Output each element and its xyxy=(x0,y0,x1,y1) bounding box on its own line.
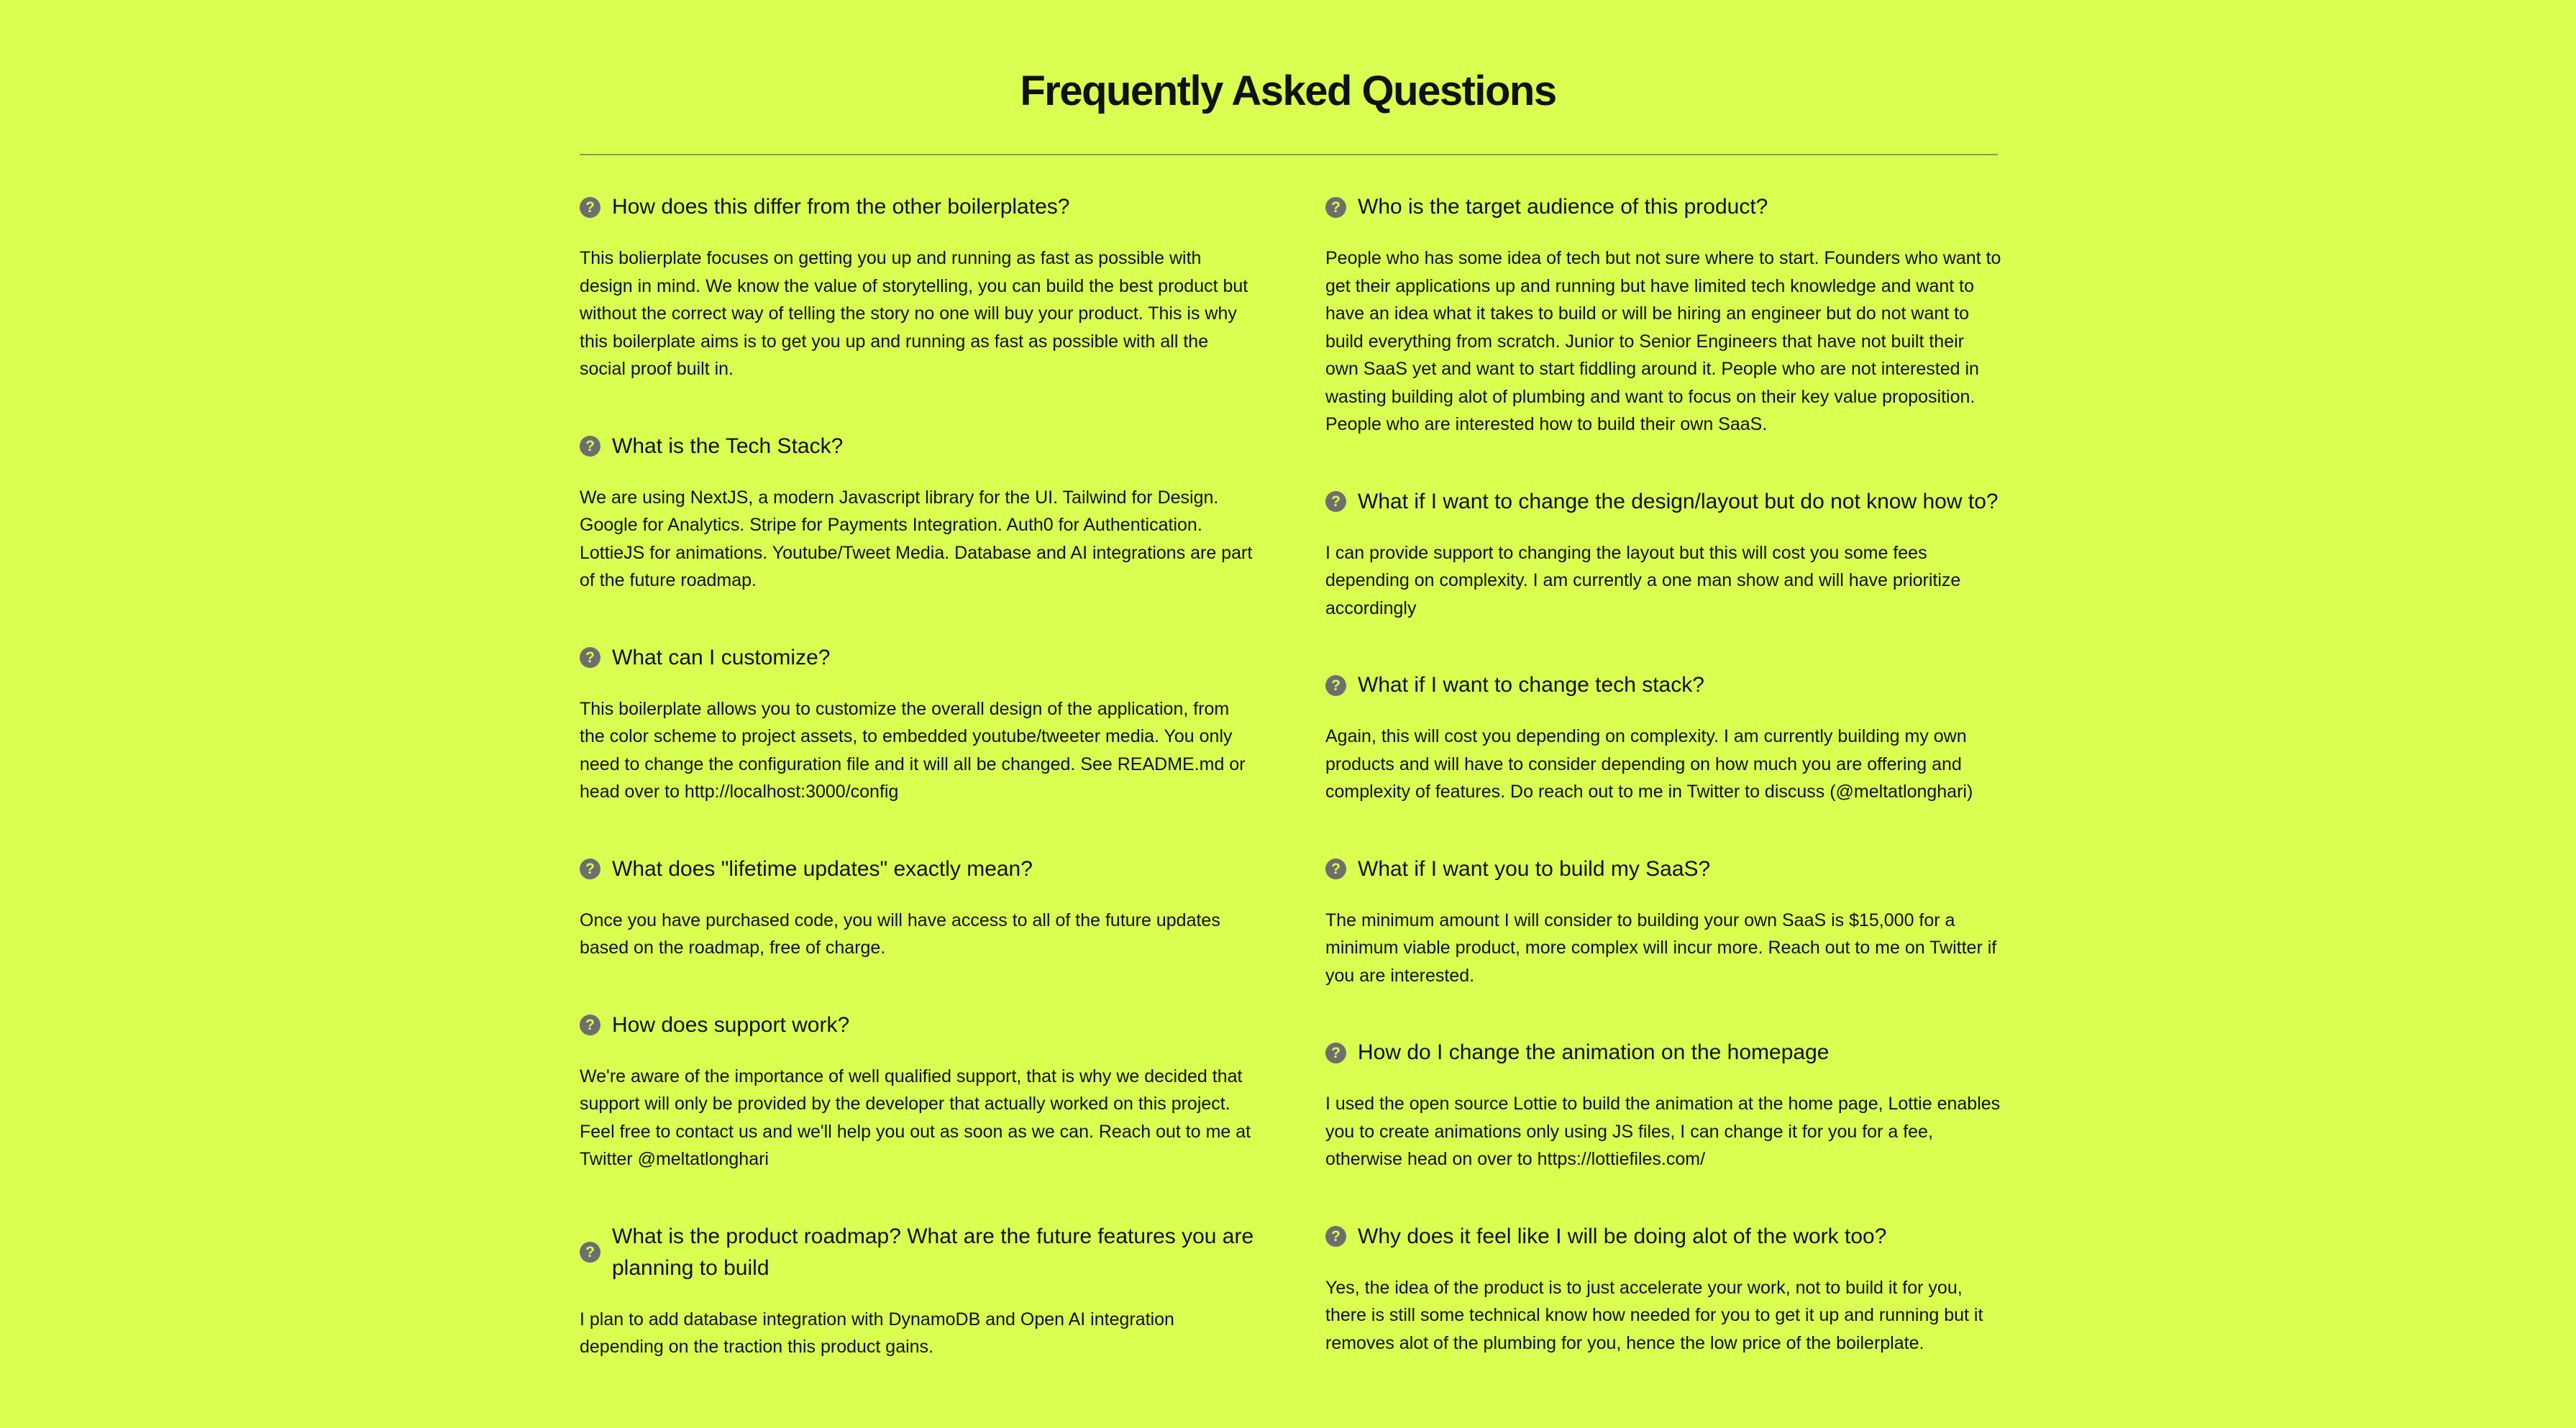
faq-answer: I used the open source Lottie to build the animation at the home page, Lottie enables you to create animations only using JS files, I can change it for you for a fee, otherwise head on over to https://lottiefiles.com/ xyxy=(1325,1094,2001,1169)
page-title: Frequently Asked Questions xyxy=(1020,68,1556,114)
faq-answer: This boilerplate allows you to customize the overall design of the application, from the color scheme to project assets, to embedded youtube/tweeter media. You only need to change the configuration file and it will all be changed. See README.md or head over to http://localhost:3000/config xyxy=(580,698,1246,802)
faq-question-text: What is the Tech Stack? xyxy=(612,434,844,458)
question-mark-icon: ? xyxy=(580,1242,600,1263)
title-divider xyxy=(580,154,1998,155)
faq-question xyxy=(1325,1221,2001,1253)
faq-question xyxy=(1325,669,2001,701)
question-mark-icon: ? xyxy=(1325,1043,1346,1063)
faq-item xyxy=(580,191,1256,383)
question-mark-icon: ? xyxy=(580,1015,600,1035)
question-mark-icon: ? xyxy=(1325,197,1346,218)
question-mark-icon: ? xyxy=(580,647,600,668)
faq-question-text: How do I change the animation on the homepage xyxy=(1358,1040,1830,1064)
faq-question-text: How does support work? xyxy=(612,1012,850,1037)
faq-question-text: What if I want to change the design/layout but do not know how to? xyxy=(1358,489,1999,513)
faq-answer: People who has some idea of tech but not sure where to start. Founders who want to get their applications up and running but have limited tech knowledge and want to have an idea what it takes to build or will be hiring an engineer but do not want to build everything from scratch. Junior to Senior Engineers that have not built their own SaaS yet and want to start fiddling around it. People who are not interested in wasting building alot of plumbing and want to focus on their key value proposition. People who are interested how to build their own SaaS. xyxy=(1325,248,2001,434)
question-mark-icon: ? xyxy=(1325,859,1346,879)
faq-question-text: What is the product roadmap? What are the future features you are planning to build xyxy=(612,1224,1254,1280)
faq-question xyxy=(580,642,1256,674)
faq-column-left xyxy=(580,191,1256,1409)
question-mark-icon: ? xyxy=(580,197,600,218)
faq-question xyxy=(580,1221,1256,1284)
faq-question-text: What if I want to change tech stack? xyxy=(1358,673,1704,697)
faq-question-text: What if I want you to build my SaaS? xyxy=(1358,856,1711,881)
faq-question-text: What can I customize? xyxy=(612,645,831,669)
faq-item xyxy=(1325,669,2001,806)
faq-question-text: Who is the target audience of this product? xyxy=(1358,195,1768,219)
faq-question xyxy=(580,431,1256,462)
faq-item xyxy=(1325,486,2001,623)
faq-item xyxy=(580,1010,1256,1173)
faq-item xyxy=(580,1221,1256,1361)
question-mark-icon: ? xyxy=(580,859,600,879)
faq-question xyxy=(580,853,1256,885)
faq-question xyxy=(1325,1037,2001,1068)
faq-question xyxy=(1325,191,2001,223)
faq-question xyxy=(580,1010,1256,1041)
faq-item xyxy=(1325,853,2001,990)
faq-question xyxy=(580,191,1256,223)
faq-question-text: What does "lifetime updates" exactly mean? xyxy=(612,856,1033,881)
faq-answer: I can provide support to changing the layout but this will cost you some fees depending on complexity. I am currently a one man show and will have prioritize accordingly xyxy=(1325,542,1961,618)
faq-answer: Again, this will cost you depending on complexity. I am currently building my own products and will have to consider depending on how much you are offering and complexity of features. Do reach out to me in Twitter to discuss (@meltatlonghari) xyxy=(1325,726,1973,802)
faq-answer: We are using NextJS, a modern Javascript library for the UI. Tailwind for Design. Google for Analytics. Stripe for Payments Integration. Auth0 for Authentication. LottieJS for animations. Youtube/Tweet Media. Database and AI integrations are part of the future roadmap. xyxy=(580,487,1253,590)
faq-question xyxy=(1325,486,2001,518)
faq-question-text: Why does it feel like I will be doing alot of the work too? xyxy=(1358,1224,1887,1248)
faq-question-text: How does this differ from the other boilerplates? xyxy=(612,195,1070,219)
faq-answer: We're aware of the importance of well qualified support, that is why we decided that support will only be provided by the developer that actually worked on this project. Feel free to contact us and we'll help you out as soon as we can. Reach out to me at Twitter @meltatlonghari xyxy=(580,1066,1251,1169)
faq-item xyxy=(1325,1037,2001,1173)
question-mark-icon: ? xyxy=(1325,675,1346,696)
faq-item xyxy=(580,853,1256,962)
faq-answer: Once you have purchased code, you will have access to all of the future updates based on the roadmap, free of charge. xyxy=(580,910,1220,958)
faq-answer: I plan to add database integration with DynamoDB and Open AI integration depending on the traction this product gains. xyxy=(580,1309,1174,1357)
faq-item xyxy=(1325,1221,2001,1358)
faq-answer: Yes, the idea of the product is to just accelerate your work, not to build it for you, there is still some technical know how needed for you to get it up and running but it removes alot of the plumbing for you, hence the low price of the boilerplate. xyxy=(1325,1277,1983,1353)
question-mark-icon: ? xyxy=(1325,491,1346,512)
faq-column-right xyxy=(1325,191,2001,1404)
faq-item xyxy=(580,431,1256,595)
faq-answer: The minimum amount I will consider to building your own SaaS is $15,000 for a minimum viable product, more complex will incur more. Reach out to me on Twitter if you are interested. xyxy=(1325,910,1997,986)
faq-answer: This bolierplate focuses on getting you up and running as fast as possible with design in mind. We know the value of storytelling, you can build the best product but without the correct way of telling the story no one will buy your product. This is why this boilerplate aims is to get you up and running as fast as possible with all the social proof built in. xyxy=(580,248,1248,379)
question-mark-icon: ? xyxy=(1325,1226,1346,1247)
faq-item xyxy=(1325,191,2001,439)
question-mark-icon: ? xyxy=(580,436,600,457)
faq-item xyxy=(580,642,1256,806)
faq-question xyxy=(1325,853,2001,885)
